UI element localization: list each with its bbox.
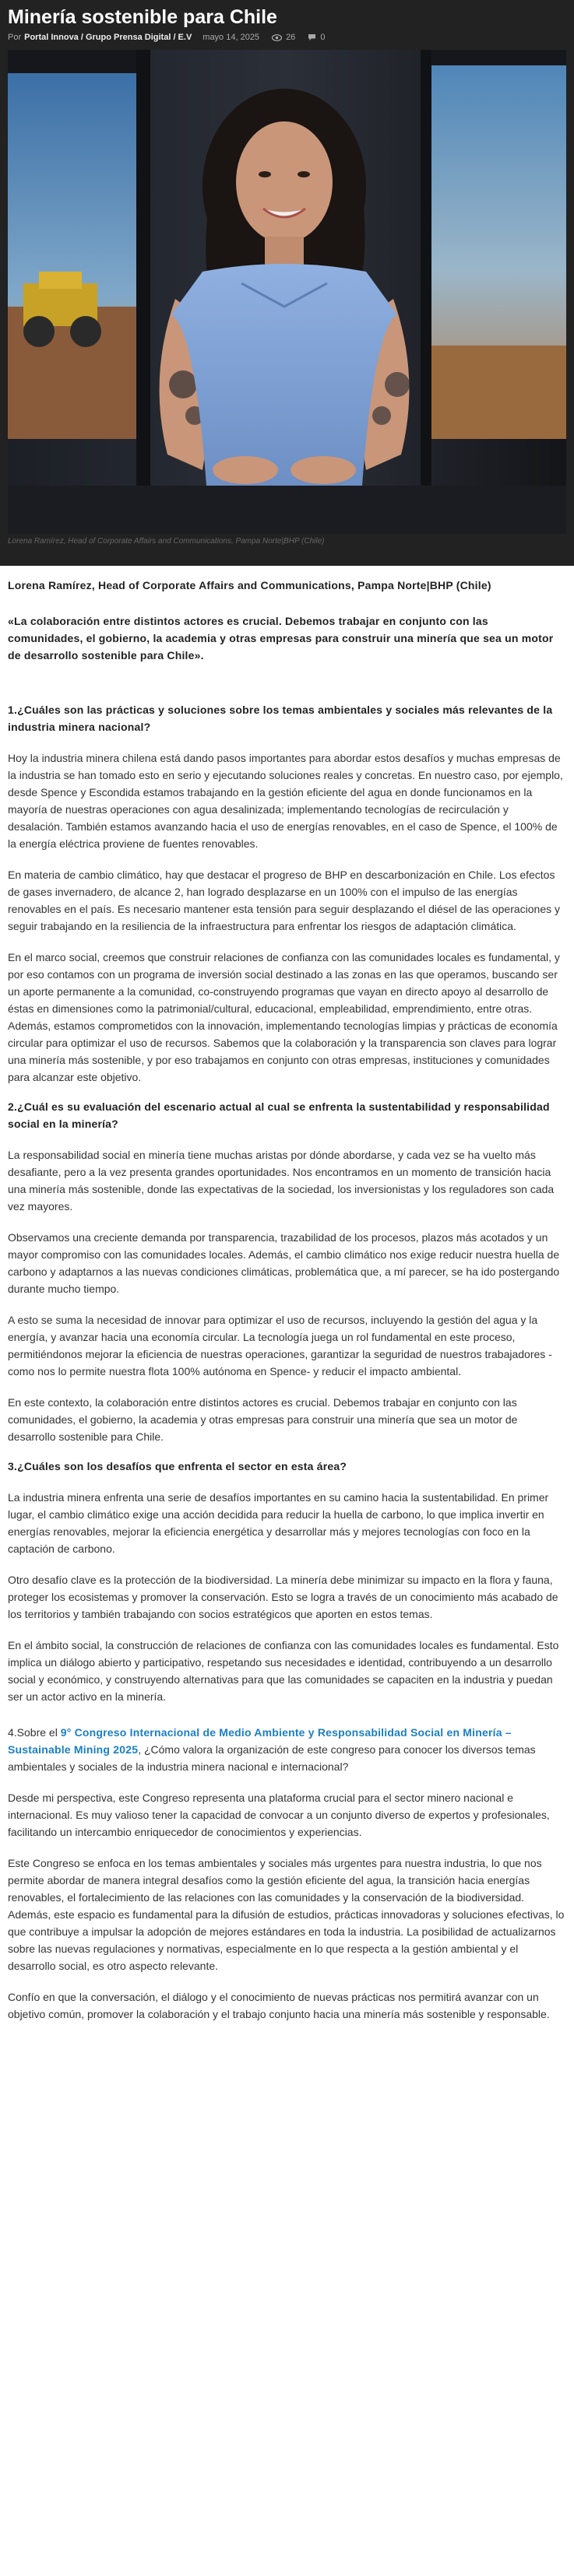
answer-3-paragraph: La industria minera enfrenta una serie de desafíos importantes en su camino hacia la sustentabilidad. En primer lugar, el cambio climático exige una acción decidida para reducir la huella de carbono, lo que implica invertir en energías renovables, mejorar la eficiencia energética y desarrollar más y mejores tecnologías con foco en la captación de carbono. [8, 1491, 549, 1555]
answer-4-paragraph: Confío en que la conversación, el diálogo y el conocimiento de nuevas prácticas nos permitirá avanzar con un objetivo común, promover la colaboración y el trabajo conjunto hacia una minería más sostenible y responsable. [8, 1991, 550, 2020]
question-3: 3.¿Cuáles son los desafíos que enfrenta el sector en esta área? [8, 1460, 347, 1472]
answer-2-paragraph: Observamos una creciente demanda por transparencia, trazabilidad de los procesos, plazos más acotados y un mayor compromiso con las comunidades locales. Además, el cambio climático nos exige reducir nuestra huella de carbono y adaptarnos a las nuevas condiciones climáticas, problemática que, a mí parecer, se ha ido postergando durante mucho tiempo. [8, 1231, 560, 1295]
author-link[interactable]: Portal Innova / Grupo Prensa Digital / E.V [24, 33, 192, 42]
question-2: 2.¿Cuál es su evaluación del escenario actual al cual se enfrenta la sustentabilidad y responsabilidad social en la minería? [8, 1100, 550, 1130]
answer-2-paragraph: A esto se suma la necesidad de innovar para optimizar el uso de recursos, incluyendo la gestión del agua y la energía, y avanzar hacia una economía circular. La tecnología juega un rol fundamental en este proceso, permitiéndonos mejorar la eficiencia de nuestras operaciones, garantizar la seguridad de nuestros trabajadores -como nos lo permite nuestra flota 100% autónoma en Spence- y reducir el impacto ambiental. [8, 1314, 552, 1377]
article-meta [8, 33, 566, 42]
interviewee-name: Lorena Ramírez, Head of Corporate Affairs and Communications, Pampa Norte|BHP (Chile) [8, 579, 491, 591]
answer-3-paragraph: Otro desafío clave es la protección de la biodiversidad. La minería debe minimizar su impacto en la flora y fauna, proteger los ecosistemas y promover la conservación. Esto se logra a través de un conocimiento más acabado de los territorios y también trabajando con socios estratégicos que aporten en estos temas. [8, 1574, 558, 1620]
answer-3-paragraph: En el ámbito social, la construcción de relaciones de confianza con las comunidades locales es fundamental. Esto implica un diálogo abierto y participativo, respetando sus necesidades e identidad, contribuyendo a un desarrollo social y económico, y construyendo alternativas para que las comunidades se capaciten en la industria y puedan ser un actor activo en la minería. [8, 1639, 559, 1703]
question-1: 1.¿Cuáles son las prácticas y soluciones sobre los temas ambientales y sociales más relevantes de la industria minera nacional? [8, 704, 553, 733]
question-4-suffix: , ¿Cómo valora la organización de este congreso para conocer los diversos temas ambientales y sociales de la industria minera nacional e internacional? [8, 1743, 536, 1773]
answer-2-paragraph: En este contexto, la colaboración entre distintos actores es crucial. Debemos trabajar en conjunto con las comunidades, el gobierno, la academia y otras empresas para construir una minería que sea un motor de desarrollo sostenible para Chile. [8, 1396, 518, 1443]
featured-image-container [0, 48, 574, 566]
publish-date: mayo 14, 2025 [202, 33, 260, 42]
comment-icon [308, 33, 316, 41]
comments-counter[interactable] [308, 33, 325, 42]
answer-2-paragraph: La responsabilidad social en minería tiene muchas aristas por dónde abordarse, y cada vez se ha vuelto más desafiante, pero a la vez presenta grandes oportunidades. Nos encontramos en un momento de transición hacia una minería más sostenible, donde las expectativas de la sociedad, los inversionistas y los reguladores son cada vez mayores. [8, 1149, 555, 1213]
article-header [0, 0, 574, 48]
eye-icon [272, 34, 282, 41]
featured-photo [8, 50, 566, 534]
answer-4-paragraph: Este Congreso se enfoca en los temas ambientales y sociales más urgentes para nuestra industria, lo que nos permite abordar de manera integral desafíos como la gestión eficiente del agua, la transición hacia energías renovables, el fortalecimiento de las relaciones con las comunidades y la conservación de la biodiversidad. Además, este espacio es fundamental para la difusión de estudios, prácticas innovadoras y soluciones efectivas, lo que contribuye a impulsar la adopción de mejores estándares en toda la industria. La posibilidad de actualizarnos sobre las nuevas regulaciones y normativas, especialmente en lo que respecta a la gestión ambiental y el desarrollo social, es otro aspecto relevante. [8, 1857, 565, 1972]
answer-1-paragraph: Hoy la industria minera chilena está dando pasos importantes para abordar estos desafíos y muchas empresas de la industria se han tomado esto en serio y ejecutando soluciones reales y concretas. En nuestro caso, por ejemplo, desde Spence y Escondida estamos trabajando en la gestión eficiente del agua en donde funcionamos en la mayoría de nuestras operaciones con agua desalinizada; implementando tecnologías de recirculación y desalación. También estamos avanzando hacia el uso de energías renovables, en el caso de Spence, el 100% de la energía eléctrica proviene de fuentes renovables. [8, 752, 563, 850]
question-4-prefix: 4.Sobre el [8, 1726, 61, 1739]
views-count: 26 [286, 33, 296, 42]
congress-link[interactable]: 9° Congreso Internacional de Medio Ambiente y Responsabilidad Social en Minería – Sustainable Mining 2025 [8, 1726, 512, 1756]
views-counter [272, 33, 295, 42]
answer-4-paragraph: Desde mi perspectiva, este Congreso representa una plataforma crucial para el sector minero nacional e internacional. Es muy valioso tener la capacidad de convocar a un conjunto diverso de expertos y profesionales, facilitando un intercambio enriquecedor de conocimientos y experiencias. [8, 1792, 550, 1838]
answer-1-paragraph: En el marco social, creemos que construir relaciones de confianza con las comunidades locales es fundamental, y por eso contamos con un programa de inversión social destinado a las zonas en las que operamos, buscando ser un aporte permanente a la comunidad, co-construyendo programas que vayan en directo apoyo al desarrollo de éstas en dimensiones como la patrimonial/cultural, educacional, empleabilidad, emprendimiento, entre otras. Además, estamos comprometidos con la innovación, implementando tecnologías limpias y prácticas de economía circular para optimizar el uso de recursos. Sabemos que la colaboración y la transparencia son claves para lograr una minería más sostenible, y por eso trabajamos en conjunto con otras empresas, instituciones y comunidades para alcanzar este objetivo. [8, 951, 560, 1083]
question-4 [8, 1724, 566, 1775]
article-title: Minería sostenible para Chile [8, 6, 277, 28]
answer-1-paragraph: En materia de cambio climático, hay que destacar el progreso de BHP en descarbonización en Chile. Los efectos de gases invernadero, de alcance 2, han logrado desplazarse en un 100% con el impulso de las energías renovables en el país. Es necesario mantener esta tensión para seguir desplazando el diésel de las operaciones y seguir trabajando en la resiliencia de la infraestructura para enfrentar los riesgos de adaptación climática. [8, 869, 560, 932]
image-caption: Lorena Ramírez, Head of Corporate Affairs and Communications, Pampa Norte|BHP (Chile) [8, 537, 325, 546]
highlight-quote: «La colaboración entre distintos actores es crucial. Debemos trabajar en conjunto con las comunidades, el gobierno, la academia y otras empresas para construir una minería que sea un motor de desarrollo sostenible para Chile». [8, 615, 554, 662]
comments-count: 0 [320, 33, 326, 42]
article-body [0, 577, 574, 2023]
by-label: Por [8, 33, 22, 42]
